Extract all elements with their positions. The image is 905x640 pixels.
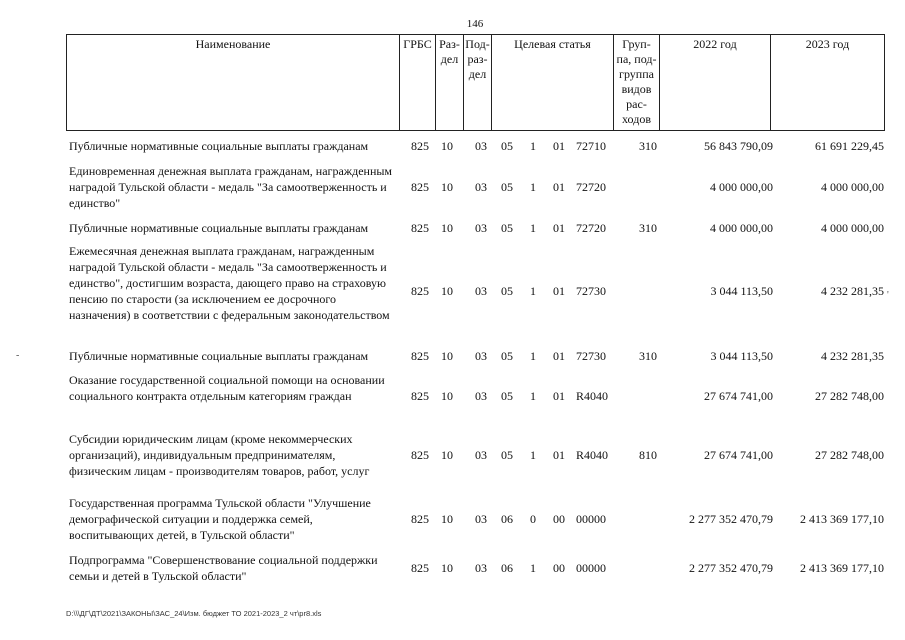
row-name: Оказание государственной социальной помощи на основании социального контракта отдельным категориям граждан: [69, 373, 385, 403]
row-razdel: 10: [441, 349, 453, 363]
row-cs-code: R4040: [576, 448, 609, 462]
row-cs-event: 00: [553, 561, 565, 575]
row-razdel: 10: [441, 512, 453, 526]
row-cs-subprogram: 1: [530, 389, 536, 403]
row-cs-program: 05: [501, 389, 513, 403]
row-amount-2022: 3 044 113,50: [710, 284, 773, 298]
row-razdel: 10: [441, 389, 453, 403]
row-amount-2023: 2 413 369 177,10: [800, 512, 884, 526]
row-cs-program: 05: [501, 139, 513, 153]
row-cs-subprogram: 1: [530, 180, 536, 194]
row-cs-event: 01: [553, 139, 565, 153]
row-cs-event: 01: [553, 221, 565, 235]
row-cs-code: 00000: [576, 561, 606, 575]
row-name: Субсидии юридическим лицам (кроме некоммерческих организаций), индивидуальным предпринимателям, физическим лицам - производителям товаров, работ, услуг: [69, 432, 370, 478]
row-cs-event: 01: [553, 389, 565, 403]
row-cs-subprogram: 1: [530, 284, 536, 298]
row-grbs: 825: [411, 139, 429, 153]
row-cs-subprogram: 0: [530, 512, 536, 526]
row-podrazdel: 03: [475, 221, 487, 235]
row-podrazdel: 03: [475, 180, 487, 194]
row-cs-code: 00000: [576, 512, 606, 526]
row-amount-2023: 4 232 281,35: [821, 349, 884, 363]
row-podrazdel: 03: [475, 139, 487, 153]
file-path-footer: D:\\\ДГ\ДТ\2021\ЗАКОНЫ\ЗАС_24\Изм. бюджет ТО 2021-2023_2 чт\pr8.xls: [66, 609, 322, 618]
margin-mark: -: [16, 350, 20, 361]
row-grbs: 825: [411, 349, 429, 363]
row-cs-event: 01: [553, 284, 565, 298]
row-name: Государственная программа Тульской области "Улучшение демографической ситуации и поддержка семей, воспитывающих детей, в Тульской области": [69, 496, 371, 542]
header-razdel: Раз-дел: [436, 35, 464, 131]
row-razdel: 10: [441, 448, 453, 462]
header-name: Наименование: [67, 35, 400, 131]
row-cs-event: 00: [553, 512, 565, 526]
row-cs-event: 01: [553, 448, 565, 462]
row-group: 310: [639, 349, 657, 363]
row-amount-2022: 4 000 000,00: [710, 180, 773, 194]
row-amount-2023: 2 413 369 177,10: [800, 561, 884, 575]
row-cs-program: 05: [501, 349, 513, 363]
header-gruppa-vidov-rashodov: Груп-па, под-группа видов рас-ходов: [614, 35, 660, 131]
row-amount-2022: 27 674 741,00: [704, 448, 773, 462]
row-amount-2023: 27 282 748,00: [815, 448, 884, 462]
row-group: 310: [639, 139, 657, 153]
row-razdel: 10: [441, 139, 453, 153]
row-cs-code: 72730: [576, 349, 606, 363]
row-group: 310: [639, 221, 657, 235]
row-cs-code: 72730: [576, 284, 606, 298]
row-grbs: 825: [411, 448, 429, 462]
header-tselevaya-statya: Целевая статья: [492, 35, 614, 131]
row-grbs: 825: [411, 180, 429, 194]
margin-mark: ': [887, 290, 889, 301]
row-podrazdel: 03: [475, 561, 487, 575]
row-podrazdel: 03: [475, 389, 487, 403]
row-podrazdel: 03: [475, 284, 487, 298]
row-amount-2022: 27 674 741,00: [704, 389, 773, 403]
row-podrazdel: 03: [475, 512, 487, 526]
row-amount-2022: 56 843 790,09: [704, 139, 773, 153]
row-grbs: 825: [411, 561, 429, 575]
row-grbs: 825: [411, 221, 429, 235]
row-cs-code: 72720: [576, 221, 606, 235]
row-cs-subprogram: 1: [530, 448, 536, 462]
row-amount-2023: 61 691 229,45: [815, 139, 884, 153]
row-cs-subprogram: 1: [530, 561, 536, 575]
row-razdel: 10: [441, 221, 453, 235]
table-header: [66, 34, 885, 131]
row-cs-code: 72710: [576, 139, 606, 153]
row-cs-event: 01: [553, 180, 565, 194]
row-grbs: 825: [411, 512, 429, 526]
row-cs-program: 05: [501, 180, 513, 194]
row-amount-2022: 2 277 352 470,79: [689, 512, 773, 526]
row-name: Подпрограмма "Совершенствование социальной поддержки семьи и детей в Тульской области": [69, 553, 378, 583]
row-cs-code: R4040: [576, 389, 609, 403]
row-amount-2022: 4 000 000,00: [710, 221, 773, 235]
row-cs-code: 72720: [576, 180, 606, 194]
row-amount-2023: 27 282 748,00: [815, 389, 884, 403]
row-amount-2022: 3 044 113,50: [710, 349, 773, 363]
row-cs-subprogram: 1: [530, 221, 536, 235]
header-podrazdel: Под-раз-дел: [464, 35, 492, 131]
header-year-2022: 2022 год: [660, 35, 771, 131]
row-name: Публичные нормативные социальные выплаты гражданам: [69, 349, 369, 363]
row-cs-event: 01: [553, 349, 565, 363]
page-number: 146: [466, 18, 484, 30]
row-razdel: 10: [441, 180, 453, 194]
row-razdel: 10: [441, 284, 453, 298]
row-name: Ежемесячная денежная выплата гражданам, награжденным наградой Тульской области - медаль "За самоотверженность и единство", достигшим возраста, дающего право на страховую пенсию по старости (за исключением ее досрочного назначения) в соответствии с федеральным законодательством: [69, 244, 390, 322]
row-amount-2023: 4 000 000,00: [821, 221, 884, 235]
row-cs-program: 05: [501, 284, 513, 298]
row-name: Единовременная денежная выплата гражданам, награжденным наградой Тульской области - медаль "За самоотверженность и единство": [69, 164, 393, 210]
row-cs-program: 06: [501, 561, 513, 575]
row-cs-program: 05: [501, 448, 513, 462]
header-year-2023: 2023 год: [771, 35, 885, 131]
row-cs-subprogram: 1: [530, 349, 536, 363]
row-cs-program: 05: [501, 221, 513, 235]
row-name: Публичные нормативные социальные выплаты гражданам: [69, 221, 369, 235]
row-amount-2023: 4 000 000,00: [821, 180, 884, 194]
row-amount-2022: 2 277 352 470,79: [689, 561, 773, 575]
row-cs-subprogram: 1: [530, 139, 536, 153]
row-amount-2023: 4 232 281,35: [821, 284, 884, 298]
header-grbs: ГРБС: [400, 35, 436, 131]
row-group: 810: [639, 448, 657, 462]
row-cs-program: 06: [501, 512, 513, 526]
row-name: Публичные нормативные социальные выплаты гражданам: [69, 139, 369, 153]
row-grbs: 825: [411, 389, 429, 403]
row-razdel: 10: [441, 561, 453, 575]
row-grbs: 825: [411, 284, 429, 298]
row-podrazdel: 03: [475, 448, 487, 462]
row-podrazdel: 03: [475, 349, 487, 363]
